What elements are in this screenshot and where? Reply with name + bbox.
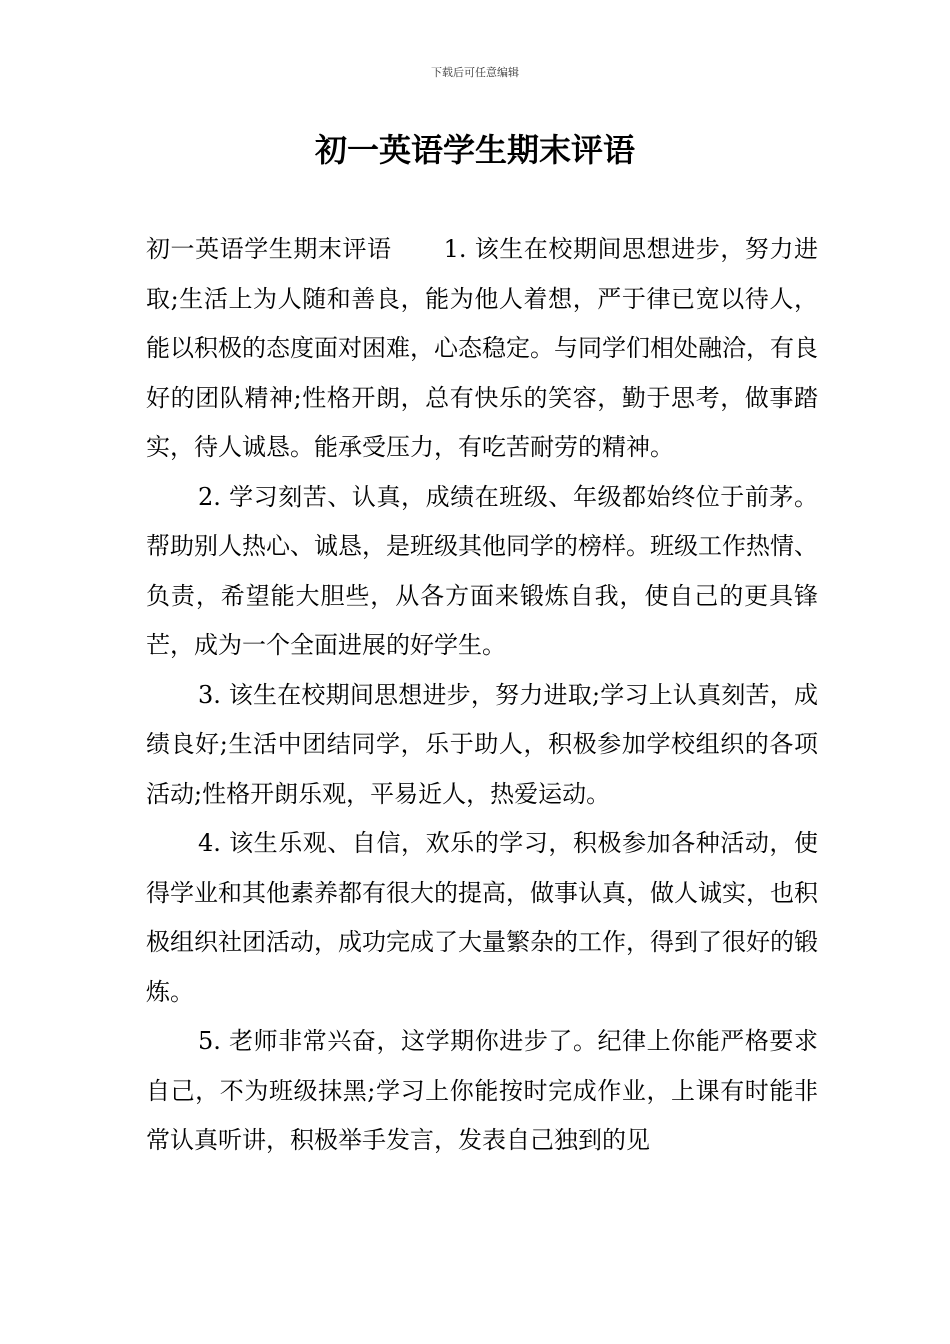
document-body: [146, 225, 818, 1166]
paragraph-3: 3. 该生在校期间思想进步，努力进取;学习上认真刻苦，成绩良好;生活中团结同学，乐于助人，积极参加学校组织的各项活动;性格开朗乐观，平易近人，热爱运动。: [146, 680, 818, 808]
header-note: 下载后可任意编辑: [431, 66, 519, 79]
paragraph-2: 2. 学习刻苦、认真，成绩在班级、年级都始终位于前茅。帮助别人热心、诚恳，是班级其他同学的榜样。班级工作热情、负责，希望能大胆些，从各方面来锻炼自我，使自己的更具锋芒，成为一个全面进展的好学生。: [146, 482, 818, 659]
paragraph-1: [146, 225, 818, 473]
paragraph-4: 4. 该生乐观、自信，欢乐的学习，积极参加各种活动，使得学业和其他素养都有很大的提高，做事认真，做人诚实，也积极组织社团活动，成功完成了大量繁杂的工作，得到了很好的锻炼。: [146, 829, 818, 1006]
paragraph-5: 5. 老师非常兴奋，这学期你进步了。纪律上你能严格要求自己，不为班级抹黑;学习上你能按时完成作业，上课有时能非常认真听讲，积极举手发言，发表自己独到的见: [146, 1027, 818, 1154]
intro-label: 初一英语学生期末评语: [146, 235, 392, 263]
document-title: 初一英语学生期末评语: [314, 131, 635, 169]
paragraph-1-text: 1. 该生在校期间思想进步，努力进取;生活上为人随和善良，能为他人着想，严于律已宽以待人，能以积极的态度面对困难，心态稳定。与同学们相处融洽，有良好的团队精神;性格开朗，总有快乐的笑容，勤于思考，做事踏实，待人诚恳。能承受压力，有吃苦耐劳的精神。: [146, 235, 819, 461]
